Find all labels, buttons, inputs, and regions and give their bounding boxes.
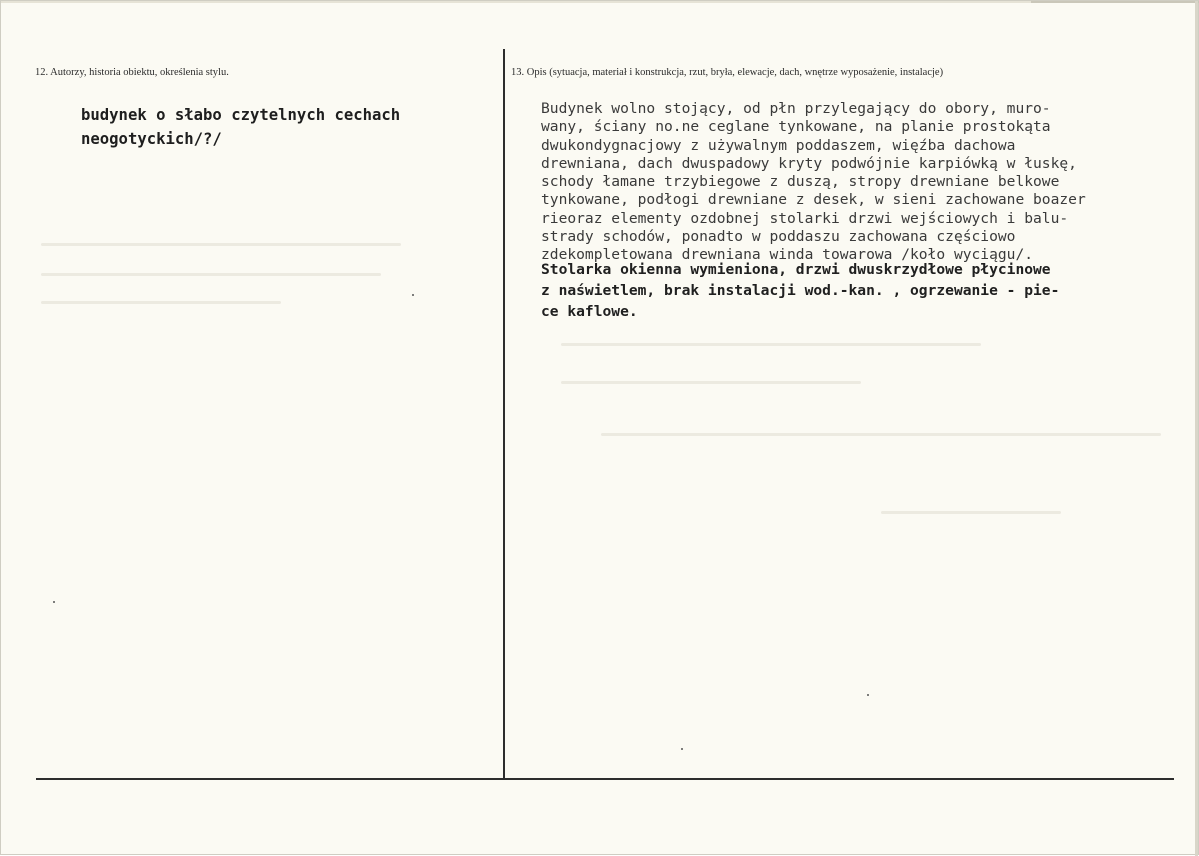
paper-top-edge	[1, 1, 1199, 3]
paper-speck	[681, 748, 683, 750]
column-divider	[503, 49, 505, 779]
show-through-mark	[561, 381, 861, 384]
show-through-mark	[601, 433, 1161, 436]
paper-right-edge	[1195, 1, 1198, 856]
paper-binding-edge	[1031, 1, 1199, 3]
section-12-label: 12. Autorzy, historia obiektu, określenia stylu.	[35, 67, 229, 78]
section-13-label: 13. Opis (sytuacja, materiał i konstrukcja, rzut, bryła, elewacje, dach, wnętrze wyposażenie, instalacje)	[511, 67, 944, 78]
authors-history-text: budynek o słabo czytelnych cechach neogotyckich/?/	[81, 106, 401, 148]
building-description-text: Budynek wolno stojący, od płn przylegający do obory, muro- wany, ściany no.ne ceglane tynkowane, na planie prostokąta dwukondygnacjowy z używalnym poddaszem, więźba dachowa drewniana, dach dwuspadowy kryty podwójnie karpiówką w łuskę, schody łamane trzybiegowe z duszą, stropy drewniane belkowe tynkowane, podłogi drewniane z desek, w sieni zachowane boazer rieoraz elementy ozdobnej stolarki drzwi wejściowych i balu- strady schodów, ponadto w poddaszu zachowana częściowo zdekompletowana drewniana winda towarowa /koło wyciągu/.	[541, 100, 1086, 264]
show-through-mark	[41, 301, 281, 304]
building-description-continued-text: Stolarka okienna wymieniona, drzwi dwuskrzydłowe płycinowe z naświetlem, brak instalacji wod.-kan. , ogrzewanie - pie- ce kaflowe.	[541, 261, 1060, 320]
paper-speck	[867, 694, 869, 696]
show-through-mark	[41, 273, 381, 276]
paper-speck	[53, 601, 55, 603]
show-through-mark	[561, 343, 981, 346]
paper-speck	[412, 294, 414, 296]
show-through-mark	[881, 511, 1061, 514]
bottom-rule	[36, 778, 1174, 780]
show-through-mark	[41, 243, 401, 246]
